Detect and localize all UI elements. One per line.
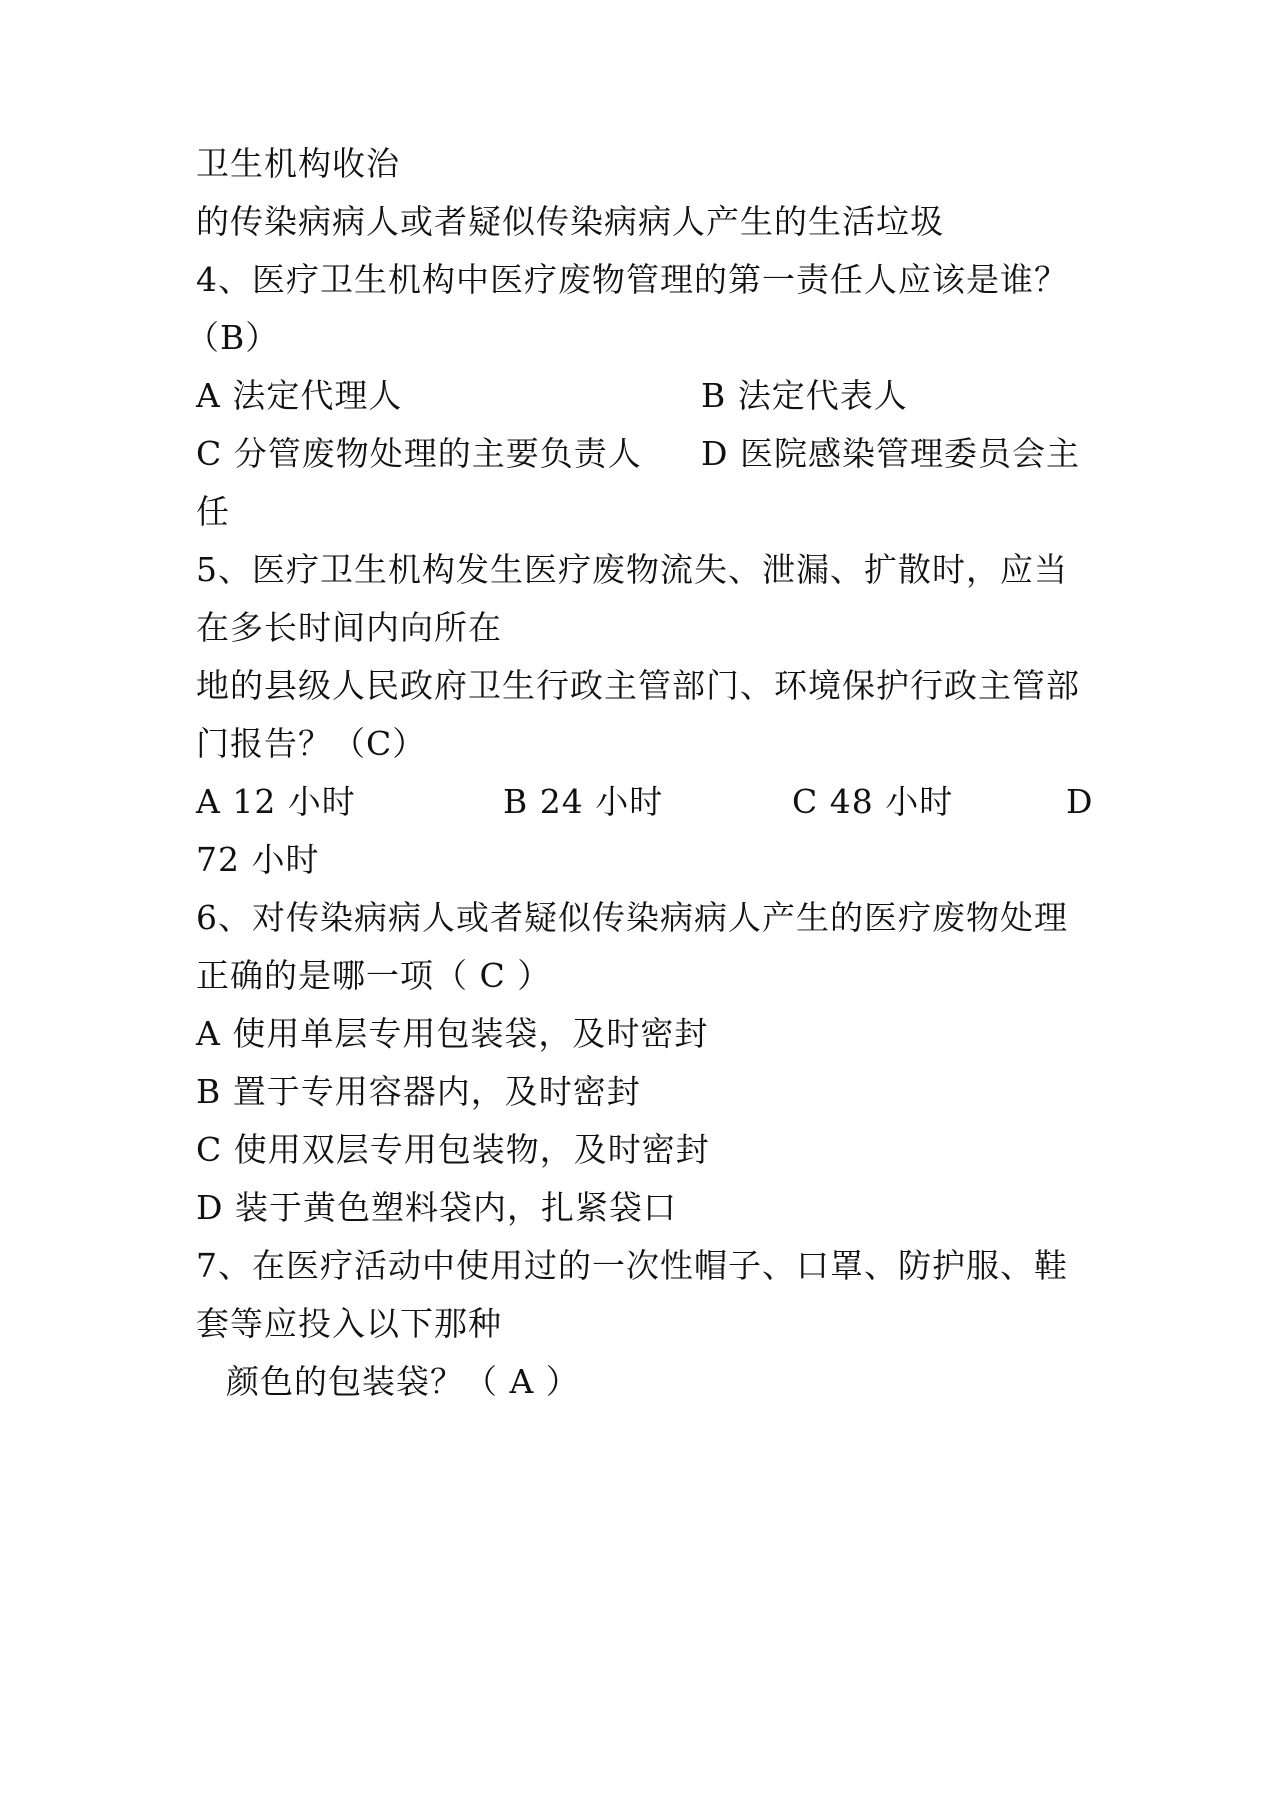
question-7-line-1: 7、在医疗活动中使用过的一次性帽子、口罩、防护服、鞋	[196, 1246, 1068, 1285]
q5-option-d-continued: 72 小时	[196, 840, 320, 879]
q5-options-row	[196, 782, 1096, 822]
q4-option-c: C 分管废物处理的主要负责人	[196, 434, 642, 473]
q4-options-row-1	[196, 376, 1096, 416]
question-5-line-3: 地的县级人民政府卫生行政主管部门、环境保护行政主管部	[196, 666, 1080, 705]
question-4-answer: （B）	[186, 318, 280, 357]
q6-option-c: C 使用双层专用包装物，及时密封	[196, 1130, 710, 1169]
q4-option-a: A 法定代理人	[196, 376, 403, 415]
q5-option-d: D	[1066, 782, 1094, 821]
q5-option-a: A 12 小时	[196, 782, 356, 821]
question-7-line-3: 颜色的包装袋？（ A ）	[226, 1362, 580, 1401]
q4-option-d: D 医院感染管理委员会主	[701, 434, 1080, 473]
q5-option-b: B 24 小时	[503, 782, 664, 821]
q6-option-d: D 装于黄色塑料袋内，扎紧袋口	[196, 1188, 677, 1227]
question-5-line-4: 门报告？（C）	[196, 724, 427, 763]
question-5-line-2: 在多长时间内向所在	[196, 608, 502, 647]
q6-option-a: A 使用单层专用包装袋，及时密封	[196, 1014, 709, 1053]
q6-option-b: B 置于专用容器内，及时密封	[196, 1072, 641, 1111]
question-7-line-2: 套等应投入以下那种	[196, 1304, 502, 1343]
question-4: 4、医疗卫生机构中医疗废物管理的第一责任人应该是谁？	[196, 260, 1068, 299]
q4-option-d-continued: 任	[196, 492, 230, 531]
question-6-line-2: 正确的是哪一项（ C ）	[196, 956, 552, 995]
q5-option-c: C 48 小时	[792, 782, 954, 821]
question-5-line-1: 5、医疗卫生机构发生医疗废物流失、泄漏、扩散时，应当	[196, 550, 1068, 589]
text-line-2: 的传染病病人或者疑似传染病病人产生的生活垃圾	[196, 202, 944, 241]
q4-options-row-2	[196, 434, 1096, 474]
q4-option-b: B 法定代表人	[701, 376, 908, 415]
question-6-line-1: 6、对传染病病人或者疑似传染病病人产生的医疗废物处理	[196, 898, 1068, 937]
text-line-1: 卫生机构收治	[196, 144, 400, 183]
